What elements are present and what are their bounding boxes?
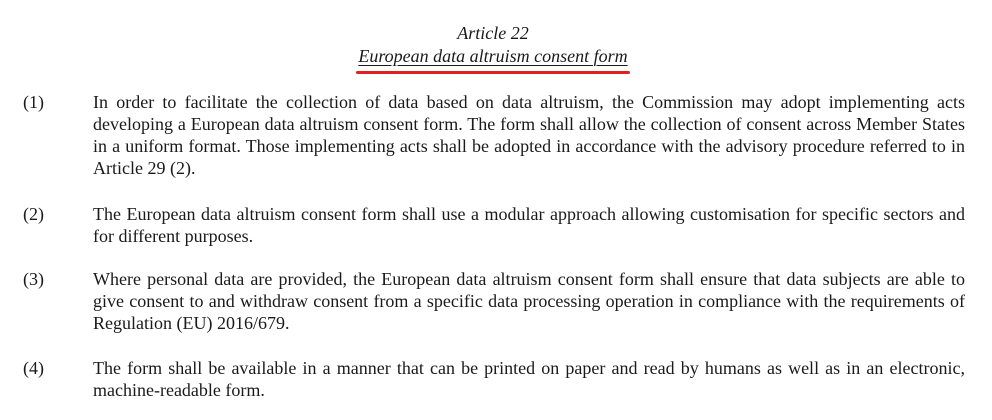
red-highlight-underline — [356, 71, 629, 74]
paragraph-number: (2) — [23, 204, 44, 224]
article-number: Article 22 — [457, 23, 529, 43]
paragraph-number: (3) — [23, 269, 44, 289]
paragraph-text: In order to facilitate the collection of data based on data altruism, the Commission may adopt implementing acts developing a European data altruism consent form. The form shall allow the collection of consent across Member States in a uniform format. Those implementing acts shall be adopted in accordance with the advisory procedure referred to in Article 29 (2). — [93, 92, 965, 178]
paragraph-number: (4) — [23, 358, 44, 378]
article-title: European data altruism consent form — [358, 46, 628, 66]
paragraph-text: The form shall be available in a manner that can be printed on paper and read by humans as well as in an electronic, machine-readable form. — [93, 358, 965, 400]
paragraph-number: (1) — [23, 92, 44, 112]
article-heading — [0, 22, 986, 68]
article-title-wrap — [358, 45, 627, 68]
paragraph-text: Where personal data are provided, the European data altruism consent form shall ensure that data subjects are able to give consent to and withdraw consent from a specific data processing operation in compliance with the requirements of Regulation (EU) 2016/679. — [93, 269, 965, 333]
paragraph-text: The European data altruism consent form shall use a modular approach allowing customisation for specific sectors and for different purposes. — [93, 204, 965, 246]
